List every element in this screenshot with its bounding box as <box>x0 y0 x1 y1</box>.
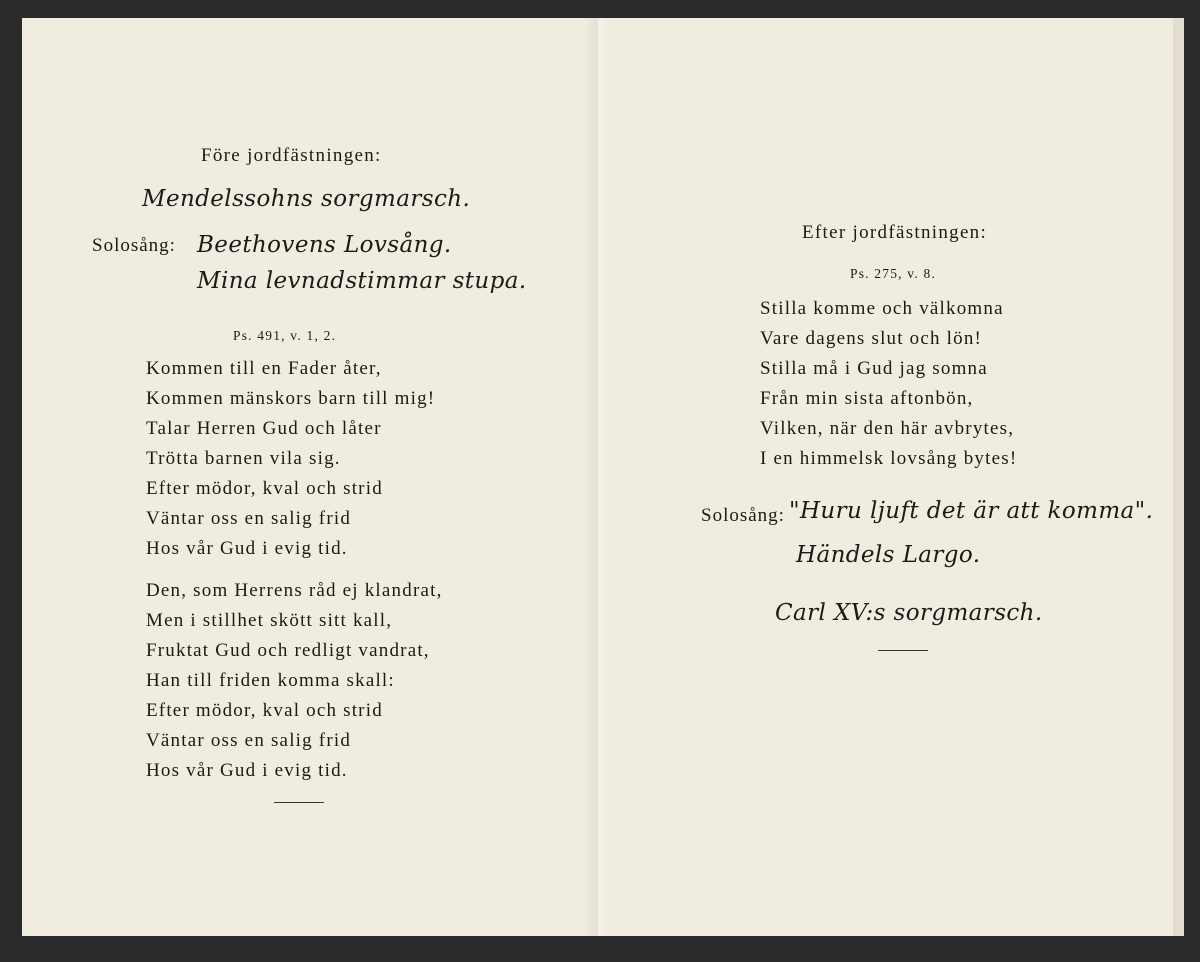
right-heading: Efter jordfästningen: <box>802 222 988 243</box>
verse1-line-6: Väntar oss en salig frid <box>146 508 352 529</box>
right-psalm-ref: Ps. 275, v. 8. <box>850 266 937 281</box>
verse2-line-1: Den, som Herrens råd ej klandrat, <box>146 580 443 601</box>
left-solo-label: Solosång: <box>92 235 176 256</box>
verse2-line-5: Efter mödor, kval och strid <box>146 700 383 721</box>
left-end-rule <box>274 802 324 803</box>
verse1-line-2: Kommen mänskors barn till mig! <box>146 388 436 409</box>
solo-item-beethoven: Beethovens Lovsång. <box>197 232 452 258</box>
verse1-line-1: Kommen till en Fader åter, <box>146 358 382 379</box>
right-end-rule <box>878 650 928 651</box>
verse-line-6: I en himmelsk lovsång bytes! <box>760 448 1018 469</box>
left-psalm-ref: Ps. 491, v. 1, 2. <box>233 328 337 343</box>
left-heading: Före jordfästningen: <box>201 145 382 166</box>
solo-item-levnadstimmar: Mina levnadstimmar stupa. <box>197 268 527 294</box>
page-fold <box>585 18 611 936</box>
right-solo-label: Solosång: <box>701 505 785 526</box>
verse1-line-4: Trötta barnen vila sig. <box>146 448 341 469</box>
solo-item-huru-ljuft: "Huru ljuft det är att komma". <box>789 498 1154 524</box>
verse1-line-5: Efter mödor, kval och strid <box>146 478 383 499</box>
mendelssohn-march: Mendelssohns sorgmarsch. <box>142 186 471 212</box>
verse2-line-2: Men i stillhet skött sitt kall, <box>146 610 393 631</box>
verse-line-5: Vilken, när den här avbrytes, <box>760 418 1015 439</box>
verse2-line-6: Väntar oss en salig frid <box>146 730 352 751</box>
carl-xv-march: Carl XV:s sorgmarsch. <box>775 600 1043 626</box>
verse-line-4: Från min sista aftonbön, <box>760 388 974 409</box>
verse2-line-3: Fruktat Gud och redligt vandrat, <box>146 640 430 661</box>
verse-line-3: Stilla må i Gud jag somna <box>760 358 988 379</box>
handel-largo: Händels Largo. <box>796 542 981 568</box>
verse-line-2: Vare dagens slut och lön! <box>760 328 983 349</box>
verse2-line-7: Hos vår Gud i evig tid. <box>146 760 348 781</box>
verse-line-1: Stilla komme och välkomna <box>760 298 1004 319</box>
verse1-line-7: Hos vår Gud i evig tid. <box>146 538 348 559</box>
verse1-line-3: Talar Herren Gud och låter <box>146 418 382 439</box>
verse2-line-4: Han till friden komma skall: <box>146 670 395 691</box>
sheet-edge <box>1173 18 1184 936</box>
